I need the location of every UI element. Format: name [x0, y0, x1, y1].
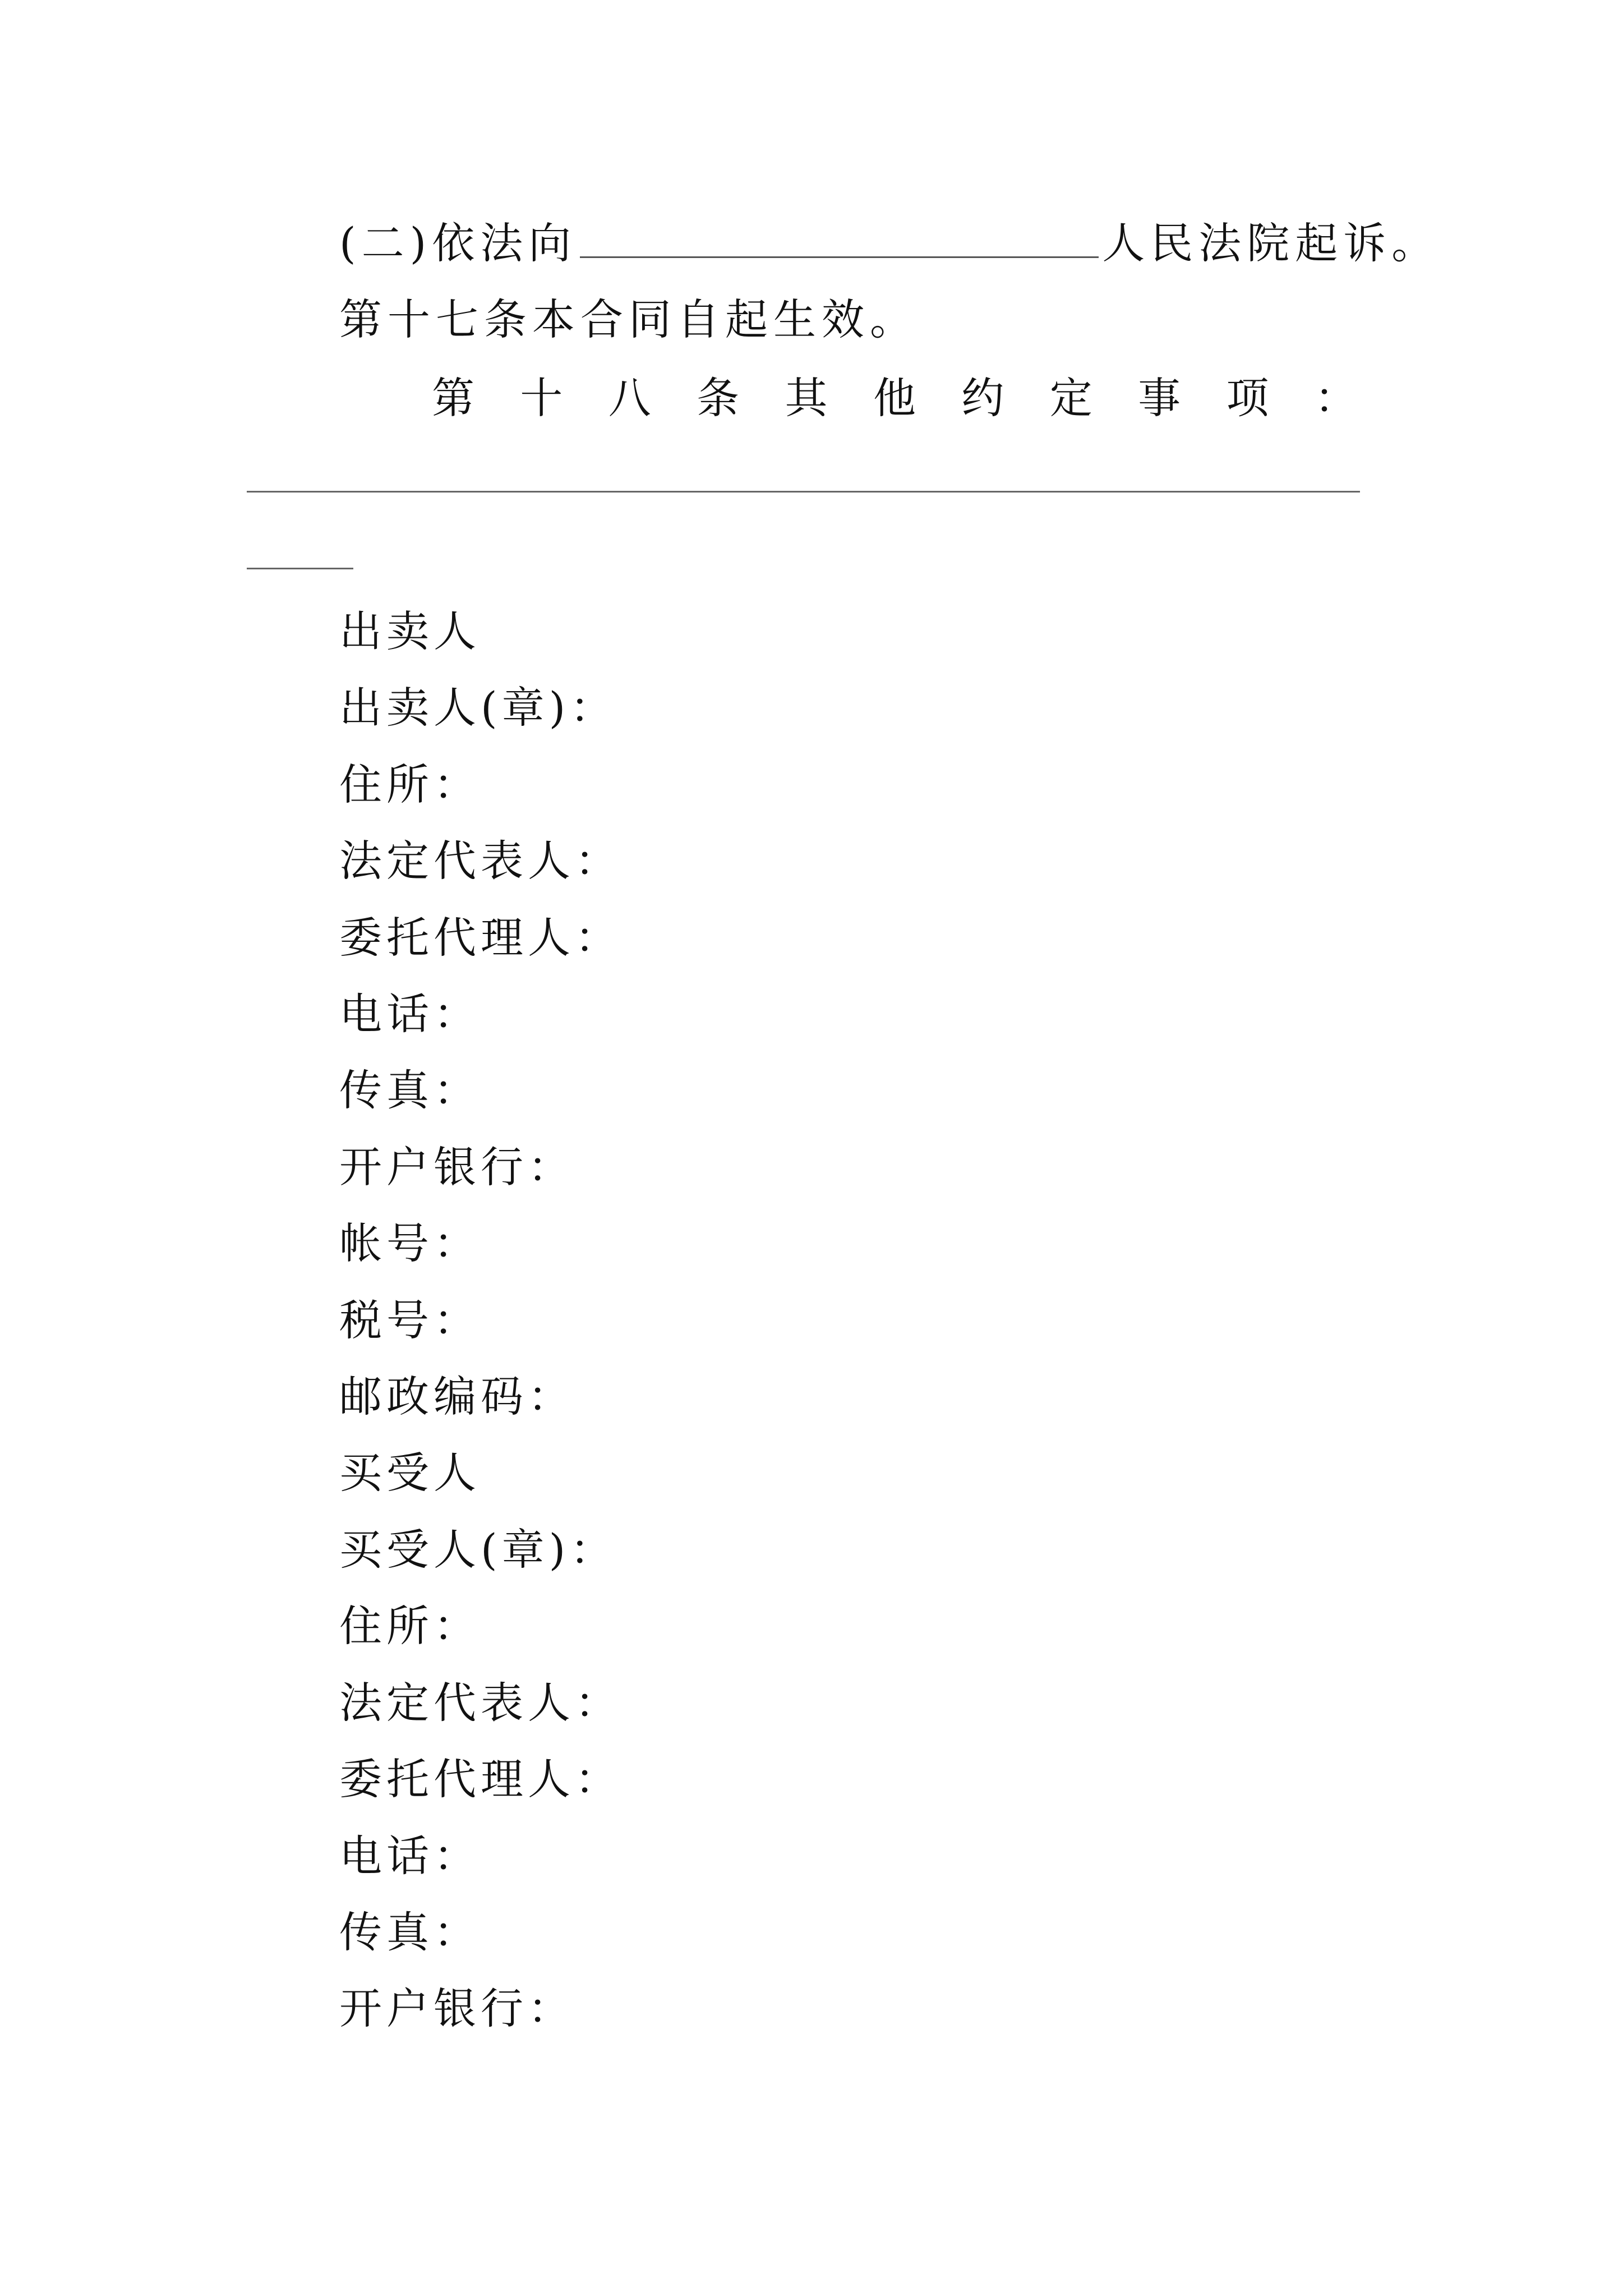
article-18-char: ： — [1314, 373, 1357, 423]
buyer-agent-label: 委托代理人： — [339, 1754, 622, 1805]
article-18-char: 事 — [1138, 373, 1181, 423]
article-18-heading — [432, 370, 1357, 426]
article-18-char: 第 — [432, 373, 474, 423]
buyer-phone-label: 电话： — [339, 1830, 481, 1881]
buyer-heading: 买受人 — [339, 1448, 481, 1498]
article-18-char: 十 — [520, 373, 563, 423]
article-18-char: 约 — [961, 373, 1004, 423]
seller-phone-label: 电话： — [339, 989, 481, 1039]
seller-heading: 出卖人 — [339, 606, 481, 656]
buyer-address-label: 住所： — [339, 1601, 481, 1651]
other-terms-blank-line[interactable] — [247, 491, 1360, 493]
clause-court-line — [339, 215, 1440, 272]
article-18-char: 项 — [1226, 373, 1269, 423]
article-18-char: 他 — [873, 373, 916, 423]
court-name-blank[interactable] — [580, 215, 1099, 258]
other-terms-blank-line-continued[interactable] — [247, 568, 353, 569]
seller-legal-representative-label: 法定代表人： — [339, 836, 622, 886]
seller-address-label: 住所： — [339, 759, 481, 809]
seller-seal-label: 出卖人(章)： — [339, 683, 617, 733]
buyer-legal-representative-label: 法定代表人： — [339, 1677, 622, 1728]
buyer-seal-label: 买受人(章)： — [339, 1524, 617, 1575]
article-17: 第十七条本合同自起生效。 — [339, 295, 918, 344]
buyer-fax-label: 传真： — [339, 1907, 481, 1957]
article-18-char: 定 — [1049, 373, 1092, 423]
seller-account-label: 帐号： — [339, 1218, 481, 1269]
buyer-bank-label: 开户银行： — [339, 1984, 575, 2034]
seller-tax-id-label: 税号： — [339, 1295, 481, 1345]
seller-bank-label: 开户银行： — [339, 1142, 575, 1192]
clause-prefix: (二)依法向 — [339, 218, 577, 268]
clause-suffix: 人民法院起诉。 — [1102, 218, 1440, 268]
party-info-list — [339, 593, 622, 2047]
seller-fax-label: 传真： — [339, 1065, 481, 1116]
article-18-char: 条 — [697, 373, 740, 423]
seller-agent-label: 委托代理人： — [339, 912, 622, 963]
article-18-char: 其 — [785, 373, 828, 423]
seller-postcode-label: 邮政编码： — [339, 1372, 575, 1422]
article-18-char: 八 — [608, 373, 651, 423]
